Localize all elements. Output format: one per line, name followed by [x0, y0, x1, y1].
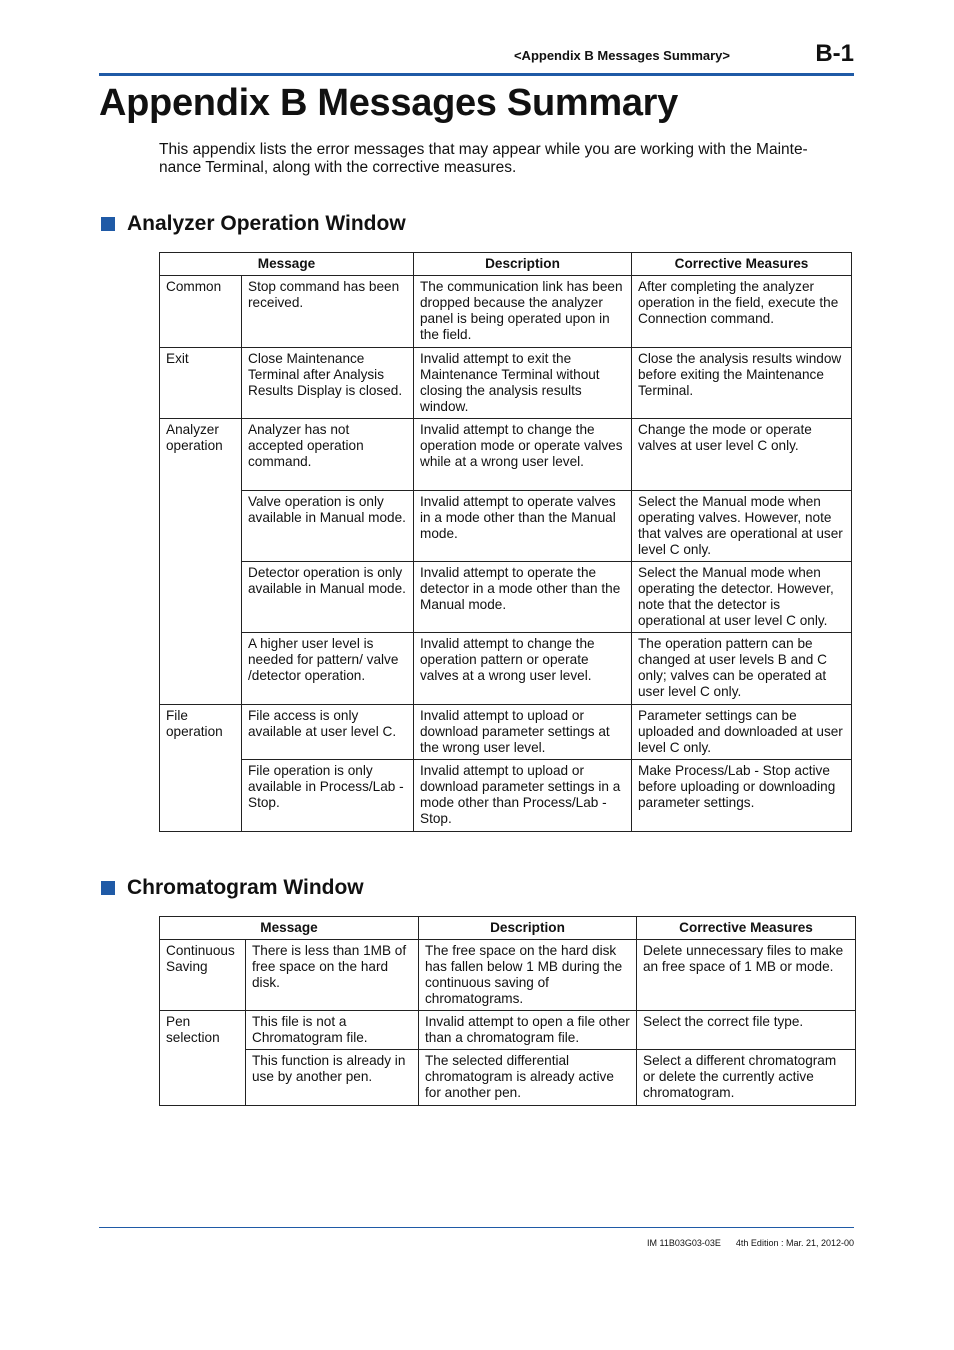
- table-header-row: [160, 917, 856, 940]
- table-row: [160, 348, 852, 419]
- description-cell: Invalid attempt to exit the Maintenance Terminal without closing the analysis results window.: [414, 348, 632, 419]
- message-cell: Stop command has been received.: [242, 276, 414, 348]
- document-id: IM 11B03G03-03E: [647, 1238, 721, 1248]
- section-heading-chromatogram: [101, 876, 364, 900]
- description-cell: The selected differential chromatogram is already active for another pen.: [419, 1050, 637, 1106]
- column-header-corrective-measures: Corrective Measures: [637, 917, 856, 940]
- message-cell: There is less than 1MB of free space on the hard disk.: [246, 940, 419, 1011]
- table-header-row: [160, 253, 852, 276]
- column-header-corrective-measures: Corrective Measures: [632, 253, 852, 276]
- column-header-description: Description: [414, 253, 632, 276]
- table-row: [160, 633, 852, 705]
- analyzer-operation-table: [159, 252, 852, 832]
- description-cell: Invalid attempt to upload or download parameter settings at the wrong user level.: [414, 705, 632, 760]
- table-row: [160, 705, 852, 760]
- message-cell: File access is only available at user level C.: [242, 705, 414, 760]
- square-bullet-icon: [101, 217, 115, 231]
- measure-cell: Delete unnecessary files to make an free space of 1 MB or mode.: [637, 940, 856, 1011]
- category-cell: Analyzer operation: [160, 419, 242, 705]
- measure-cell: Select a different chromatogram or delete the currently active chromatogram.: [637, 1050, 856, 1106]
- message-cell: File operation is only available in Process/Lab - Stop.: [242, 760, 414, 832]
- description-cell: Invalid attempt to open a file other than a chromatogram file.: [419, 1011, 637, 1050]
- category-cell: Pen selection: [160, 1011, 246, 1106]
- measure-cell: Change the mode or operate valves at user level C only.: [632, 419, 852, 491]
- measure-cell: Make Process/Lab - Stop active before uploading or downloading parameter settings.: [632, 760, 852, 832]
- measure-cell: The operation pattern can be changed at user levels B and C only; valves can be operated at user level C only.: [632, 633, 852, 705]
- table-row: [160, 562, 852, 633]
- page-title: Appendix B Messages Summary: [99, 82, 678, 124]
- section-heading-label: Analyzer Operation Window: [127, 212, 406, 235]
- table-row: [160, 760, 852, 832]
- message-cell: Detector operation is only available in Manual mode.: [242, 562, 414, 633]
- measure-cell: Parameter settings can be uploaded and downloaded at user level C only.: [632, 705, 852, 760]
- measure-cell: Select the Manual mode when operating valves. However, note that valves are operational at user level C only.: [632, 491, 852, 562]
- category-cell: Common: [160, 276, 242, 348]
- page-number: B-1: [815, 40, 854, 67]
- chromatogram-table: [159, 916, 856, 1106]
- column-header-message: Message: [160, 917, 419, 940]
- description-cell: Invalid attempt to operate the detector in a mode other than the Manual mode.: [414, 562, 632, 633]
- running-header: <Appendix B Messages Summary>: [513, 48, 730, 63]
- message-cell: A higher user level is needed for pattern/ valve /detector operation.: [242, 633, 414, 705]
- measure-cell: After completing the analyzer operation in the field, execute the Connection command.: [632, 276, 852, 348]
- square-bullet-icon: [101, 881, 115, 895]
- column-header-description: Description: [419, 917, 637, 940]
- table-row: [160, 491, 852, 562]
- description-cell: The communication link has been dropped because the analyzer panel is being operated upon in the field.: [414, 276, 632, 348]
- table-row: [160, 1050, 856, 1106]
- description-cell: Invalid attempt to change the operation mode or operate valves while at a wrong user level.: [414, 419, 632, 491]
- message-cell: This file is not a Chromatogram file.: [246, 1011, 419, 1050]
- message-cell: Valve operation is only available in Manual mode.: [242, 491, 414, 562]
- edition-info: 4th Edition : Mar. 21, 2012-00: [735, 1238, 854, 1248]
- message-cell: This function is already in use by another pen.: [246, 1050, 419, 1106]
- category-cell: Exit: [160, 348, 242, 419]
- message-cell: Close Maintenance Terminal after Analysis Results Display is closed.: [242, 348, 414, 419]
- measure-cell: Select the correct file type.: [637, 1011, 856, 1050]
- category-cell: Continuous Saving: [160, 940, 246, 1011]
- measure-cell: Close the analysis results window before exiting the Maintenance Terminal.: [632, 348, 852, 419]
- intro-paragraph: This appendix lists the error messages that may appear while you are working with the Mainte- nance Terminal, along with the corrective measures.: [159, 141, 808, 176]
- column-header-message: Message: [160, 253, 414, 276]
- table-row: [160, 276, 852, 348]
- footer: [560, 1238, 854, 1248]
- category-cell: File operation: [160, 705, 242, 832]
- table-row: [160, 1011, 856, 1050]
- message-cell: Analyzer has not accepted operation command.: [242, 419, 414, 491]
- header-divider: [99, 73, 854, 76]
- description-cell: Invalid attempt to change the operation pattern or operate valves at a wrong user level.: [414, 633, 632, 705]
- description-cell: Invalid attempt to operate valves in a mode other than the Manual mode.: [414, 491, 632, 562]
- table-row: [160, 419, 852, 491]
- section-heading-analyzer-operation: [101, 212, 406, 236]
- footer-divider: [99, 1227, 854, 1228]
- measure-cell: Select the Manual mode when operating the detector. However, note that the detector is operational at user level C only.: [632, 562, 852, 633]
- section-heading-label: Chromatogram Window: [127, 876, 364, 899]
- table-row: [160, 940, 856, 1011]
- description-cell: The free space on the hard disk has fallen below 1 MB during the continuous saving of chromatograms.: [419, 940, 637, 1011]
- description-cell: Invalid attempt to upload or download parameter settings in a mode other than Process/Lab - Stop.: [414, 760, 632, 832]
